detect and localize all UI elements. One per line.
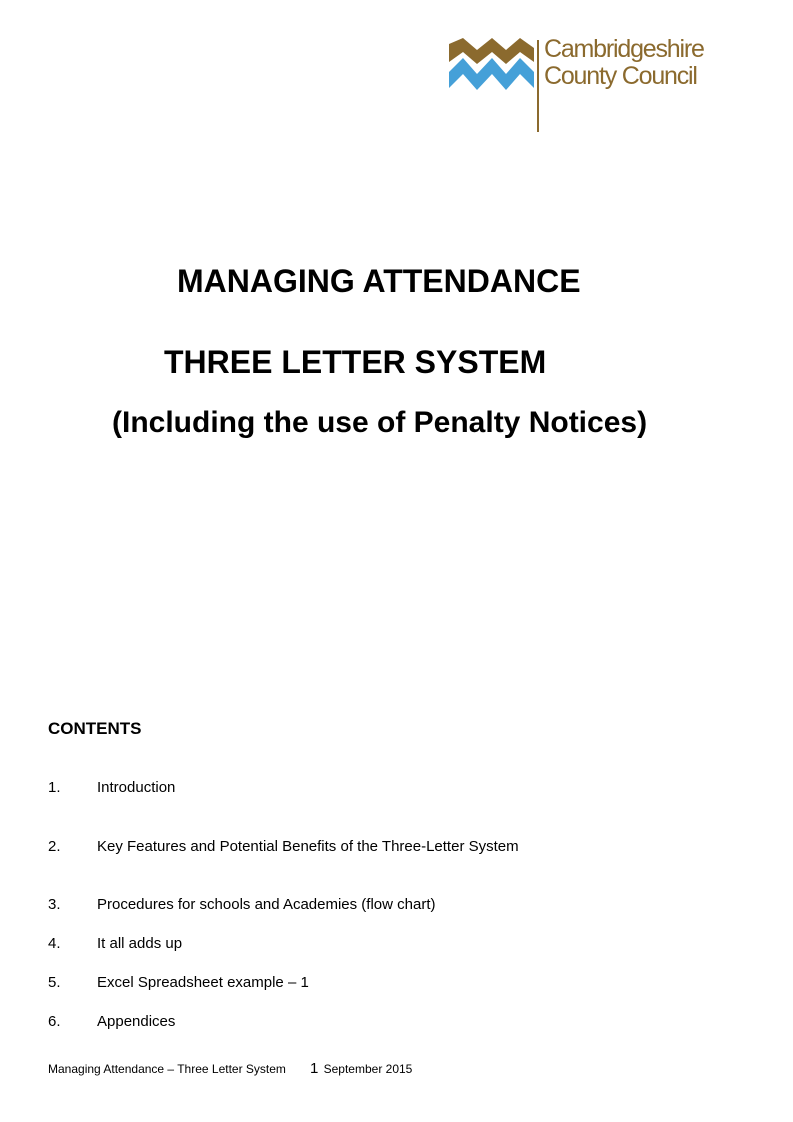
council-name-line1: Cambridgeshire — [544, 35, 704, 63]
document-subtitle: THREE LETTER SYSTEM — [164, 344, 547, 380]
document-title: MANAGING ATTENDANCE — [177, 263, 581, 299]
council-name — [544, 36, 704, 90]
council-name-line2: County Council — [544, 62, 697, 90]
toc-item-label: Key Features and Potential Benefits of the Three-Letter System — [97, 838, 519, 855]
toc-item-label: Appendices — [97, 1013, 176, 1030]
toc-item-number: 1. — [48, 779, 61, 796]
document-subtitle-note: (Including the use of Penalty Notices) — [112, 406, 648, 439]
page-number: 1 — [309, 1060, 319, 1077]
toc-item-label: Introduction — [97, 779, 176, 796]
toc-item-label: It all adds up — [97, 935, 183, 952]
logo-divider — [537, 40, 539, 132]
toc-item-number: 5. — [48, 974, 61, 991]
toc-item-number: 2. — [48, 838, 61, 855]
toc-item-number: 6. — [48, 1013, 61, 1030]
toc-item-label: Excel Spreadsheet example – 1 — [97, 974, 309, 991]
footer-doc-title: Managing Attendance – Three Letter System — [48, 1062, 286, 1076]
council-logo — [449, 36, 709, 136]
contents-heading: CONTENTS — [48, 719, 142, 738]
footer-date: September 2015 — [323, 1062, 413, 1076]
toc-item-number: 4. — [48, 935, 61, 952]
toc-item-label: Procedures for schools and Academies (flow chart) — [97, 896, 436, 913]
wave-emblem-icon — [449, 36, 535, 92]
toc-item-number: 3. — [48, 896, 61, 913]
page-footer — [48, 1060, 412, 1077]
